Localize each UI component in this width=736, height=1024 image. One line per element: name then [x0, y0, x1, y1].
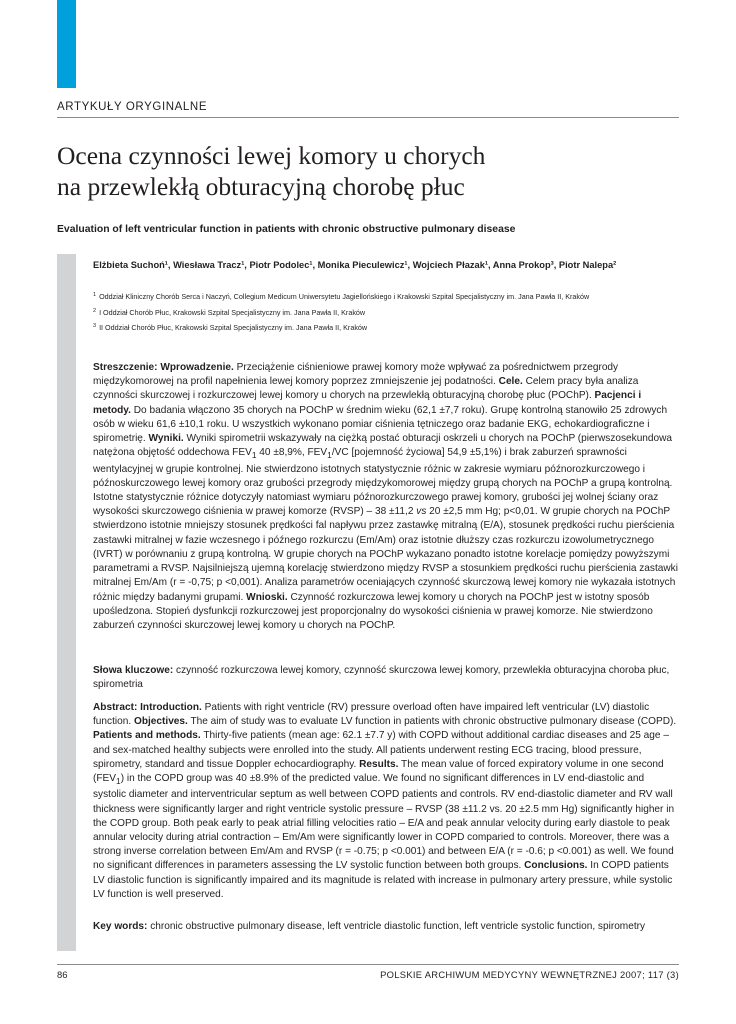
- authors-list: Elżbieta Suchoń¹, Wiesława Tracz¹, Piotr Podolec¹, Monika Pieculewicz¹, Wojciech Płazak¹, Anna Prokop³, Piotr Nalepa²: [93, 260, 617, 270]
- results-text-2: ) in the COPD group was 40 ±8.9% of the predicted value. We found no significant differences in LV end-diastolic and systolic diameter and interventricular septum as well between COPD patients and controls. RV end-diastolic diameter and RV wall thickness were significantly larger and right ventricle systolic pressure – RVSP (38 ±11.2 vs. 20 ±2.5 mm Hg) significantly higher in the COPD group. Both peak early to peak atrial filling velocities ratio – E/A and peak annular velocity during early diastole to peak annular velocity during atrial contraction – Em/Am were significantly lower in COPD comparied to controls. Moreover, there was a strong inverse correlation between Em/Am and RVSP (r = -0.75; p <0.001) and between E/A (r = -0.6; p <0.001) as well. We found no significant differences in parameters assessing the LV systolic function between both groups.: [93, 773, 675, 872]
- pacjenci-text: Do badania włączono 35 chorych na POChP w średnim wieku (62,1 ±7,7 roku). Grupę kontrolną stanowiło 25 zdrowych osób w wieku 61,6 ±10,1 roku. U wszystkich wykonano pomiar ciśnienia tętniczego oraz badanie EKG, echokardiograficzne i spirometrię.: [93, 404, 668, 445]
- abstract-polish: [93, 361, 679, 633]
- patients-text: Thirty-five patients (mean age: 62.1 ±7.7 y) with COPD without additional cardiac diseases and 25 age – and sex-matched healthy subjects were enrolled into the study. All patients underwent resting ECG tracing, blood pressure, spirometry, standard and tissue Doppler echocardiography.: [93, 730, 669, 770]
- cel-text: Celem pracy była analiza czynności skurczowej i rozkurczowej lewej komory u chorych na przewlekłą obturacyjną chorobę płuc (POChP).: [93, 376, 639, 402]
- sidebar-gray-column: [57, 254, 76, 951]
- conclusions-text: In COPD patients LV diastolic function is significantly impaired and its magnitude is related with increase in pulmonary artery pressure, while systolic LV function is well preserved.: [93, 860, 673, 900]
- pacjenci-label: Pacjenci i metody.: [93, 390, 642, 416]
- objectives-text: The aim of study was to evaluate LV function in patients with chronic obstructive pulmonary disease (COPD).: [190, 716, 677, 728]
- wyniki-text-3: /VC [pojemność życiowa] 54,9 ±5,1%) i brak zaburzeń sprawności wentylacyjnej w grupie kontrolnej. Nie stwierdzono istotnych statystycznie różnic w zakresie wymiaru późnorozkurczowego i późnoskurczowego lewej komory oraz grubości przegrody międzykomorowej między grupą chorych na POChP a grupą kontrolną. Istotne statystycznie różnice dotyczyły natomiast wymiaru późnorozkurczowego prawej komory, grubości jej wolnej ściany oraz wysokości skurczowego ciśnienia w prawej komorze (RVSP) – 38 ±11,2: [93, 447, 673, 518]
- journal-citation: POLSKIE ARCHIWUM MEDYCYNY WEWNĘTRZNEJ 2007; 117 (3): [380, 969, 679, 980]
- wnioski-text: Czynność rozkurczowa lewej komory u chorych na POChP jest w istotny sposób upośledzona. Stopień dysfunkcji rozkurczowej jest proporcjonalny do wysokości ciśnienia w prawej komorze. Nie stwierdzono zaburzeń czynności skurczowej lewej komory u chorych na POChP.: [93, 591, 653, 631]
- affiliation-number: 1: [93, 292, 97, 298]
- fev-subscript: 1: [251, 450, 257, 461]
- keywords-label: Słowa kluczowe:: [93, 665, 174, 676]
- title-line-2: na przewlekłą obturacyjną chorobę płuc: [57, 172, 465, 201]
- intro-text: Przeciążenie ciśnieniowe prawej komory może wpływać za pośrednictwem przegrody międzykomorowej na profil napełnienia lewej komory poprzez zmniejszenie jej podatności.: [93, 362, 619, 388]
- wnioski-label: Wnioski.: [246, 591, 288, 603]
- keywords-english: [93, 920, 679, 934]
- affiliation-1: [93, 292, 683, 302]
- wyniki-label: Wyniki.: [148, 433, 184, 445]
- section-divider: [57, 117, 679, 118]
- keywords-polish: [93, 664, 679, 692]
- fev-subscript: 1: [327, 450, 332, 461]
- conclusions-label: Conclusions.: [524, 860, 588, 872]
- objectives-label: Objectives.: [133, 716, 188, 728]
- affiliation-2: [93, 308, 683, 318]
- section-label: ARTYKUŁY ORYGINALNE: [57, 101, 208, 113]
- affiliation-number: 3: [93, 323, 97, 329]
- title-line-1: Ocena czynności lewej komory u chorych: [57, 141, 486, 170]
- article-title-polish: [57, 140, 697, 202]
- page-number: 86: [57, 969, 68, 980]
- cel-label: Cele.: [498, 376, 523, 388]
- abstract-label: Abstract: Introduction.: [93, 702, 202, 713]
- affiliation-text: Oddział Kliniczny Chorób Serca i Naczyń, Collegium Medicum Uniwersytetu Jagiellońskiego i Krakowski Szpital Specjalistyczny im. Jana Pawła II, Kraków: [99, 292, 590, 301]
- keywords-text: czynność rozkurczowa lewej komory, czynność skurczowa lewej komory, przewlekła obturacyjna choroba płuc, spirometria: [93, 665, 670, 691]
- accent-bar: [57, 0, 76, 88]
- article-title-english: Evaluation of left ventricular function in patients with chronic obstructive pulmonary disease: [57, 224, 516, 235]
- fev-subscript: 1: [116, 776, 121, 787]
- introduction-text: Patients with right ventricle (RV) pressure overload often have impaired left ventricular (LV) diastolic function.: [93, 702, 650, 728]
- affiliation-text: II Oddział Chorób Płuc, Krakowski Szpital Specjalistyczny im. Jana Pawła II, Kraków: [99, 323, 368, 332]
- vs-italic: vs: [416, 506, 427, 518]
- results-label: Results.: [359, 758, 399, 770]
- affiliation-text: I Oddział Chorób Płuc, Krakowski Szpital Specjalistyczny im. Jana Pawła II, Kraków: [99, 308, 366, 317]
- affiliation-number: 2: [93, 308, 97, 314]
- footer-divider: [57, 964, 679, 965]
- patients-label: Patients and methods.: [93, 730, 201, 742]
- wyniki-text-2: 40 ±8,9%, FEV: [256, 447, 328, 459]
- keywords-label: Key words:: [93, 921, 148, 932]
- results-text-1: The mean value of forced expiratory volume in one second (FEV: [93, 758, 664, 785]
- wyniki-text-4: 20 ±2,5 mm Hg; p<0,01. W grupie chorych na POChP stwierdzono istotnie mniejszy stosunek prędkości fal napływu przez zastawkę mitralną (E/A), stosunek prędkości ruchu pierścienia zastawki mitralnej w fazie wczesnego i późnego rozkurczu (Em/Am) oraz istotnie dłuższy czas rozkurczu izowolumetrycznego (IVRT) w porównaniu z grupą kontrolną. W grupie chorych na POChP wykazano ponadto istotne korelacje pomiędzy powyższymi parametrami a RVSP. Najsilniejszą ujemną korelację stwierdzono między RVSP a stosunkiem prędkości ruchu pierścienia zastawki mitralnej Em/Am (r = -0,75; p <0,001). Analiza parametrów oceniających czynność skurczową lewej komory nie wykazała istotnych różnic między badanymi grupami.: [93, 506, 678, 603]
- streszczenie-label: Streszczenie: Wprowadzenie.: [93, 362, 234, 373]
- affiliation-3: [93, 323, 683, 333]
- wyniki-text-1: Wyniki spirometrii wskazywały na ciężką postać obturacji oskrzeli u chorych na POChP (pierwszosekundowa natężona objętość oddechowa FEV: [93, 433, 673, 459]
- abstract-english: [93, 701, 679, 902]
- keywords-text: chronic obstructive pulmonary disease, left ventricle diastolic function, left ventricle systolic function, spirometry: [150, 921, 646, 932]
